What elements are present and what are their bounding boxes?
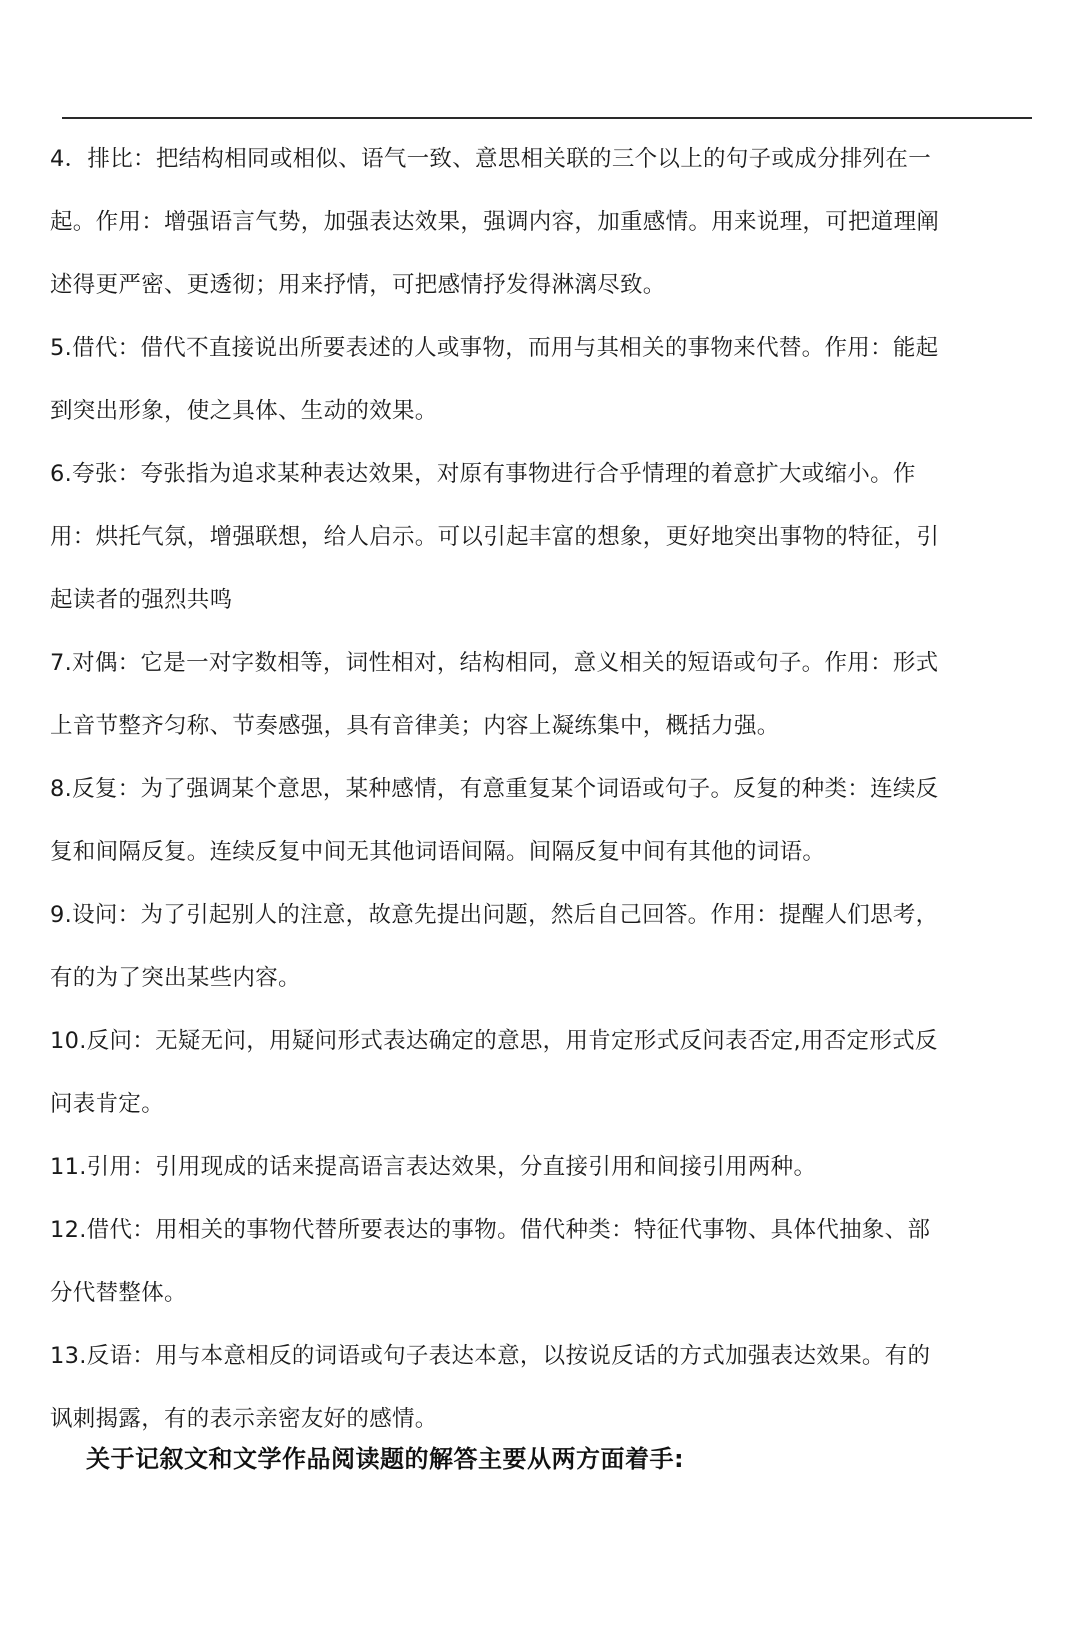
item-antithesis: 7.对偶：它是一对字数相等，词性相对，结构相同，意义相关的短语或句子。作用：形式上音节整齐匀称、节奏感强，具有音律美；内容上凝练集中，概括力强。	[50, 650, 939, 739]
item-hypophora: 9.设问：为了引起别人的注意，故意先提出问题，然后自己回答。作用：提醒人们思考，有的为了突出某些内容。	[50, 902, 939, 991]
section-heading: 关于记叙文和文学作品阅读题的解答主要从两方面着手:	[86, 1445, 685, 1473]
top-rule	[62, 117, 1032, 119]
item-rhetorical-question: 10.反问：无疑无问，用疑问形式表达确定的意思，用肯定形式反问表否定,用否定形式反问表肯定。	[50, 1028, 938, 1117]
item-repetition: 8.反复：为了强调某个意思，某种感情，有意重复某个词语或句子。反复的种类：连续反复和间隔反复。连续反复中间无其他词语间隔。间隔反复中间有其他的词语。	[50, 776, 939, 865]
item-hyperbole: 6.夸张：夸张指为追求某种表达效果，对原有事物进行合乎情理的着意扩大或缩小。作用：烘托气氛，增强联想，给人启示。可以引起丰富的想象，更好地突出事物的特征，引起读者的强烈共鸣	[50, 461, 940, 613]
item-irony: 13.反语：用与本意相反的词语或句子表达本意，以按说反话的方式加强表达效果。有的讽刺揭露，有的表示亲密友好的感情。	[50, 1343, 931, 1432]
item-quotation: 11.引用：引用现成的话来提高语言表达效果，分直接引用和间接引用两种。	[50, 1154, 817, 1180]
item-parallelism: 4．排比：把结构相同或相似、语气一致、意思相关联的三个以上的句子或成分排列在一起。作用：增强语言气势，加强表达效果，强调内容，加重感情。用来说理，可把道理阐述得更严密、更透彻；用来抒情，可把感情抒发得淋漓尽致。	[50, 146, 940, 298]
item-metonymy-2: 12.借代：用相关的事物代替所要表达的事物。借代种类：特征代事物、具体代抽象、部分代替整体。	[50, 1217, 931, 1306]
item-metonymy: 5.借代：借代不直接说出所要表述的人或事物，而用与其相关的事物来代替。作用：能起到突出形象，使之具体、生动的效果。	[50, 335, 939, 424]
document-body	[50, 128, 950, 1451]
